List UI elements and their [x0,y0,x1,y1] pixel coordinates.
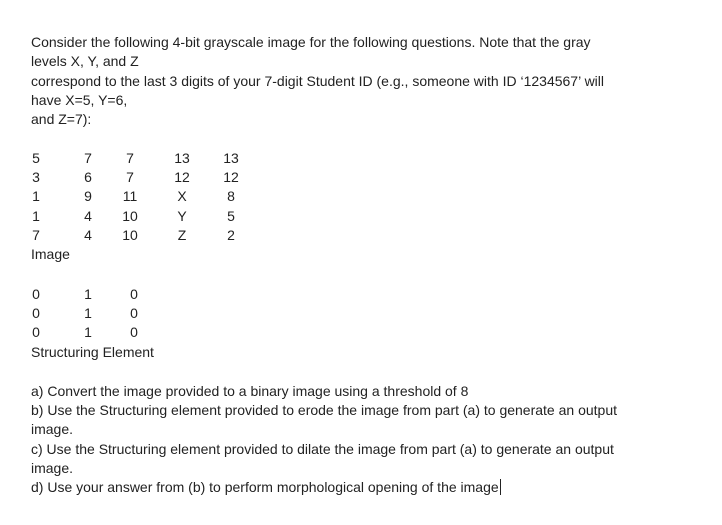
image-cell: 12 [223,169,239,185]
image-cell: 4 [84,208,92,224]
image-row [0,207,722,226]
image-cell: 5 [227,208,235,224]
image-cell: 6 [84,169,92,185]
image-cell: 1 [32,188,40,204]
image-cell: 13 [174,150,190,166]
text-cursor [500,479,501,495]
structuring-element-cell: 0 [32,324,40,340]
intro-line: and Z=7): [31,111,92,127]
question-b-continued: image. [31,421,74,437]
question-d [31,478,501,497]
structuring-element-row [0,304,722,323]
question-a: a) Convert the image provided to a binary image using a threshold of 8 [31,383,469,399]
image-row [0,168,722,187]
image-cell: 13 [223,150,239,166]
structuring-element-caption: Structuring Element [31,344,154,360]
image-cell: Y [177,208,187,224]
image-cell: 3 [32,169,40,185]
intro-line: have X=5, Y=6, [31,92,128,108]
image-cell: 10 [122,227,138,243]
image-cell: 9 [84,188,92,204]
image-row [0,149,722,168]
image-cell: 7 [126,150,134,166]
question-d-text: d) Use your answer from (b) to perform morphological opening of the image [31,479,499,495]
structuring-element-cell: 0 [130,305,138,321]
question-c-continued: image. [31,460,74,476]
intro-line: levels X, Y, and Z [31,53,139,69]
image-cell: 7 [32,227,40,243]
intro-line: correspond to the last 3 digits of your 7-digit Student ID (e.g., someone with ID ‘1234567’ will [31,73,605,89]
image-caption: Image [31,246,70,262]
image-cell: 1 [32,208,40,224]
image-cell: 8 [227,188,235,204]
image-cell: 7 [84,150,92,166]
image-row [0,226,722,245]
structuring-element-cell: 0 [32,286,40,302]
image-cell: 4 [84,227,92,243]
structuring-element-cell: 0 [130,324,138,340]
structuring-element-row [0,323,722,342]
image-cell: 5 [32,150,40,166]
structuring-element-cell: 0 [130,286,138,302]
image-cell: 2 [227,227,235,243]
question-b: b) Use the Structuring element provided to erode the image from part (a) to generate an output [31,402,617,418]
structuring-element-cell: 1 [84,286,92,302]
image-cell: Z [177,227,187,243]
intro-line: Consider the following 4-bit grayscale image for the following questions. Note that the gray [31,34,591,50]
image-cell: 11 [122,188,138,204]
structuring-element-row [0,285,722,304]
image-cell: X [177,188,187,204]
structuring-element-cell: 1 [84,305,92,321]
question-c: c) Use the Structuring element provided to dilate the image from part (a) to generate an output [31,441,614,457]
structuring-element-cell: 1 [84,324,92,340]
structuring-element-cell: 0 [32,305,40,321]
image-row [0,187,722,206]
image-cell: 10 [122,208,138,224]
image-cell: 12 [174,169,190,185]
image-cell: 7 [126,169,134,185]
